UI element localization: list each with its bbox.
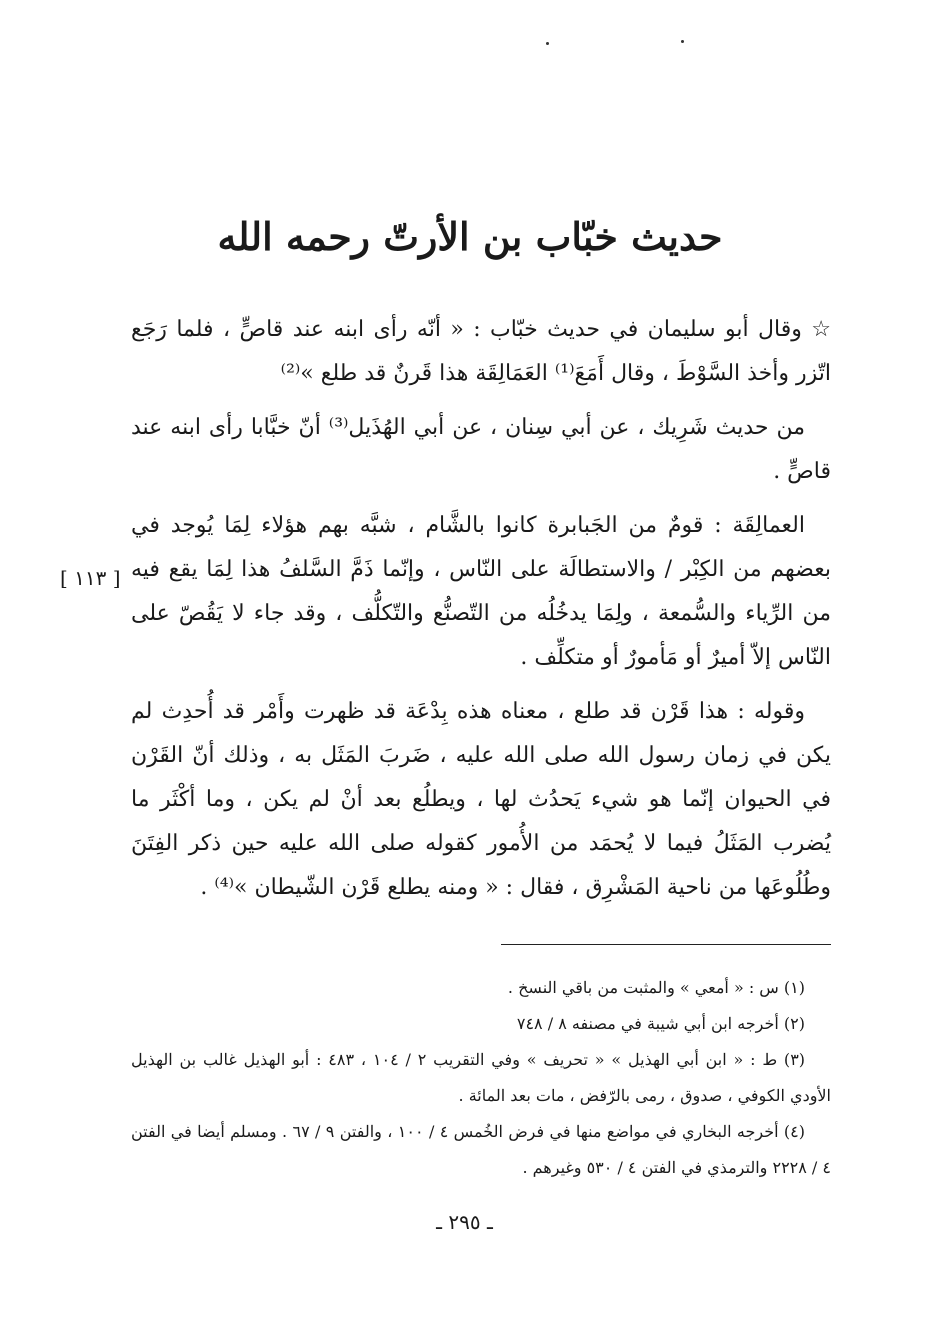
manuscript-folio-marker: [ ١١٣ ] [60, 566, 121, 590]
page-number: ـ ٢٩٥ ـ [436, 1210, 493, 1234]
scan-speck [681, 40, 684, 43]
main-text [131, 308, 831, 920]
scan-speck [546, 42, 549, 45]
paragraph: ☆ وقال أبو سليمان في حديث خبّاب : « أنّه رأى ابنه عند قاصٍّ ، فلما رَجَع اتّزر وأخذ السَّوْطَ ، وقال أَمَعَ⁽¹⁾ العَمَالِقَة هذا قَرنٌ قد طلع »⁽²⁾ [131, 317, 831, 386]
footnote: (١) س : « أمعي » والمثبت من باقي النسخ . [507, 978, 805, 997]
footnote-divider [501, 944, 831, 945]
footnote: (٤) أخرجه البخاري في مواضع منها في فرض الخُمس ٤ / ١٠٠ ، والفتن ٩ / ٦٧ . ومسلم أيضا في الفتن ٤ / ٢٢٢٨ والترمذي في الفتن ٤ / ٥٣٠ وغيرهم . [131, 1122, 831, 1177]
page-title: حديث خبّاب بن الأرتّ رحمه الله [217, 214, 723, 259]
footnotes [131, 970, 831, 1186]
footnote: (٢) أخرجه ابن أبي شيبة في مصنفه ٨ / ٧٤٨ [516, 1014, 805, 1033]
paragraph: وقوله : هذا قَرْن قد طلع ، معناه هذه بِدْعَة قد ظهرت وأَمْر قد أُحدِث لم يكن في زمان رسول الله صلى الله عليه ، ضَربَ المَثَل به ، وذلك أنّ القَرْن في الحيوان إنّما هو شيء يَحدُث لها ، ويطلُع بعد أنْ لم يكن ، وما أكْثَر ما يُضرب المَثَلُ فيما لا يُحمَد من الأُمور كقوله صلى الله عليه حين ذكر الفِتَنَ وطُلُوعَها من ناحية المَشْرِق ، فقال : « ومنه يطلع قَرْن الشّيطان »⁽⁴⁾ . [131, 699, 831, 900]
footnote: (٣) ط : « ابن أبي الهذيل » « تحريف » وفي التقريب ٢ / ١٠٤ ، ٤٨٣ : أبو الهذيل غالب بن الهذيل الأودي الكوفي ، صدوق ، رمى بالرّفض ، مات بعد المائة . [131, 1050, 831, 1105]
paragraph: من حديث شَرِيك ، عن أبي سِنان ، عن أبي الهُذَيل⁽³⁾ أنّ خبَّابا رأى ابنه عند قاصٍّ . [131, 415, 831, 484]
paragraph: العمالِقَة : قومٌ من الجَبابرة كانوا بالشَّام ، شبَّه بهم هؤلاء لِمَا يُوجد في بعضهم من الكِبْر / والاستطالَة على النّاس ، وإنّما ذَمَّ السَّلفُ هذا لِمَا يقع فيه من الرِّياء والسُّمعة ، ولِمَا يدخُلُه من التّصنُّع والتّكلُّف ، وقد جاء لا يَقُصّ على النّاس إلاّ أميرٌ أو مَأمورٌ أو متكلِّف . [131, 513, 831, 670]
